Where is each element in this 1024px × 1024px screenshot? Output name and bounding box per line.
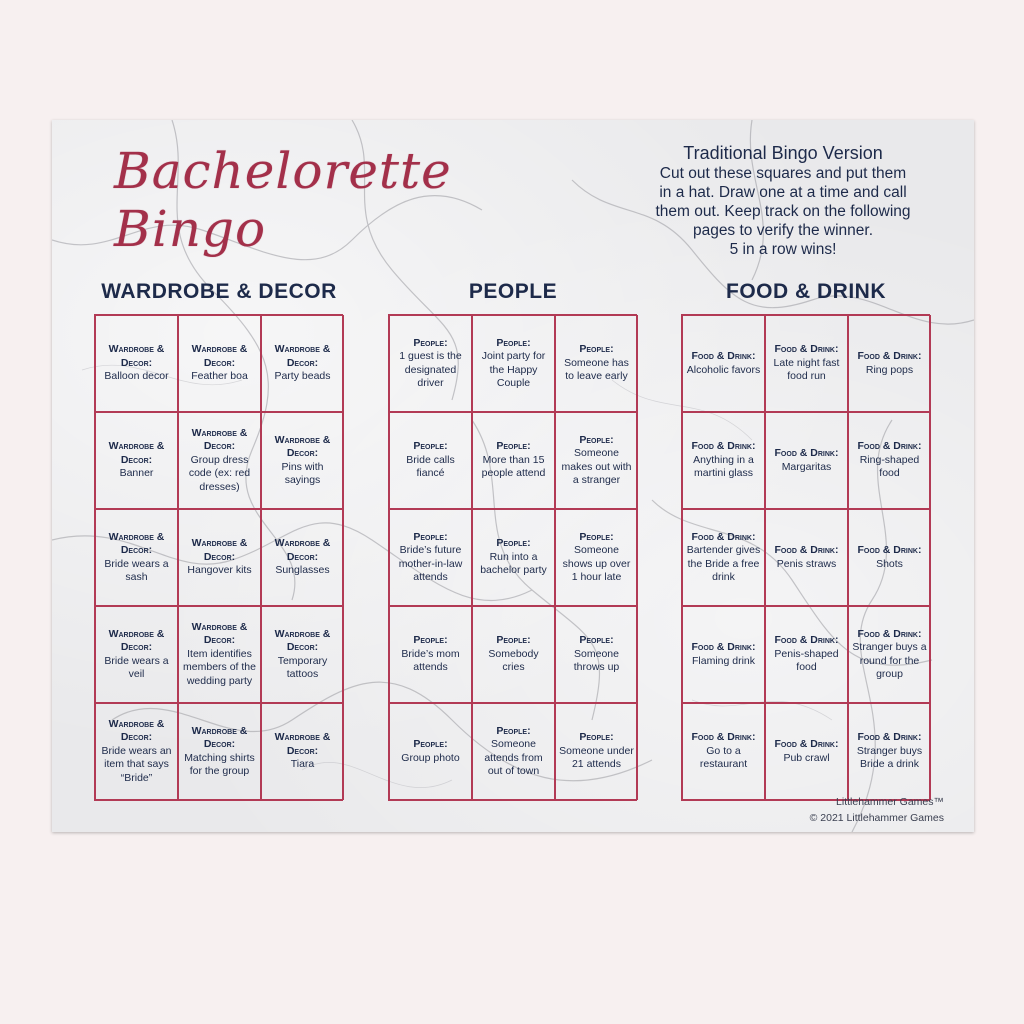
bingo-square-category: People: <box>579 634 614 647</box>
instructions-line: 5 in a row wins! <box>729 241 837 258</box>
bingo-square-text: Pins with sayings <box>281 460 324 486</box>
bingo-square-category: People: <box>579 530 614 543</box>
instructions-line: them out. Keep track on the following <box>655 203 911 220</box>
bingo-sheet <box>52 120 974 832</box>
bingo-square <box>555 703 638 800</box>
bingo-square-category: Food & Drink: <box>857 731 922 744</box>
bingo-square-text: Sunglasses <box>275 564 330 577</box>
bingo-square-category: Food & Drink: <box>857 350 922 362</box>
bingo-grid <box>94 314 343 801</box>
bingo-square-category: Wardrobe & Decor: <box>191 537 248 563</box>
bingo-square-text: Margaritas <box>781 460 832 473</box>
bingo-square-category: People: <box>496 336 531 349</box>
column-people <box>388 280 638 801</box>
bingo-square-text: Someone makes out with a stranger <box>561 447 632 486</box>
bingo-square-content <box>99 343 174 384</box>
bingo-square-content <box>686 440 761 481</box>
bingo-square-text: Someone has to leave early <box>564 356 629 383</box>
bingo-square-category: Wardrobe & Decor: <box>274 731 331 757</box>
bingo-square <box>261 412 344 509</box>
bingo-square <box>95 509 178 606</box>
bingo-square <box>472 315 555 412</box>
bingo-square <box>765 412 848 509</box>
bingo-square <box>472 509 555 606</box>
bingo-square-category: Food & Drink: <box>691 641 756 653</box>
bingo-square-category: Wardrobe & Decor: <box>108 530 165 556</box>
bingo-square-category: People: <box>496 537 531 550</box>
bingo-square-text: Anything in a martini glass <box>693 453 754 480</box>
bingo-square <box>178 606 261 703</box>
bingo-square-category: Food & Drink: <box>857 544 922 556</box>
bingo-square-category: Food & Drink: <box>691 530 756 543</box>
bingo-square-text: Stranger buys Bride a drink <box>856 744 923 771</box>
bingo-square-content <box>852 628 927 682</box>
bingo-square <box>765 703 848 800</box>
bingo-square-content <box>476 634 551 675</box>
bingo-square-text: Flaming drink <box>691 654 756 667</box>
bingo-square-content <box>858 350 922 377</box>
bingo-square-category: Wardrobe & Decor: <box>191 426 248 453</box>
bingo-square-content <box>393 634 468 675</box>
bingo-square-content <box>775 544 839 571</box>
bingo-square-text: Bride’s mom attends <box>401 647 460 674</box>
bingo-square <box>472 606 555 703</box>
bingo-square <box>682 412 765 509</box>
bingo-square-category: Wardrobe & Decor: <box>191 724 248 750</box>
bingo-square-content <box>852 731 927 772</box>
bingo-square-content <box>686 531 761 585</box>
bingo-square-text: Temporary tattoos <box>277 654 328 680</box>
bingo-square-content <box>476 440 551 481</box>
bingo-square-text: Hangover kits <box>187 564 252 577</box>
bingo-square-content <box>559 731 634 772</box>
bingo-square-text: Bride wears a veil <box>104 654 169 680</box>
footer-copyright: © 2021 Littlehammer Games <box>809 812 944 824</box>
bingo-square <box>472 703 555 800</box>
bingo-square-content <box>393 531 468 585</box>
bingo-square-text: Go to a restaurant <box>699 744 748 771</box>
bingo-square-category: People: <box>413 738 448 750</box>
bingo-square-content <box>775 738 839 765</box>
bingo-square-content <box>99 531 174 585</box>
bingo-square-category: Food & Drink: <box>774 738 839 750</box>
bingo-square-text: Pub crawl <box>783 751 830 764</box>
bingo-square-text: Alcoholic favors <box>686 363 761 376</box>
instructions <box>630 142 936 259</box>
bingo-square-content <box>265 343 340 384</box>
bingo-square-category: People: <box>579 343 614 356</box>
bingo-square-text: Item identifies members of the wedding party <box>183 647 256 687</box>
bingo-square-text: 1 guest is the designated driver <box>399 350 462 389</box>
bingo-square-category: Wardrobe & Decor: <box>108 627 165 653</box>
column-wardrobe-decor <box>94 280 344 801</box>
bingo-square-content <box>476 337 551 391</box>
column-heading: PEOPLE <box>468 280 558 303</box>
bingo-square-category: Food & Drink: <box>691 350 756 362</box>
bingo-square <box>682 509 765 606</box>
bingo-square-text: Late night fast food run <box>773 356 840 383</box>
bingo-square-text: Somebody cries <box>488 647 539 674</box>
bingo-square <box>95 412 178 509</box>
bingo-square-category: Wardrobe & Decor: <box>274 537 331 563</box>
bingo-square <box>389 509 472 606</box>
bingo-square-text: Ring pops <box>865 363 914 376</box>
bingo-square-category: Food & Drink: <box>691 731 756 744</box>
bingo-square <box>178 703 261 800</box>
bingo-square-text: Feather boa <box>191 370 248 383</box>
bingo-square-category: People: <box>413 336 448 349</box>
bingo-square <box>765 606 848 703</box>
bingo-square-category: Wardrobe & Decor: <box>191 343 248 369</box>
bingo-square <box>848 509 931 606</box>
bingo-square <box>261 509 344 606</box>
bingo-square-category: Food & Drink: <box>691 440 756 453</box>
bingo-square-category: People: <box>579 731 614 744</box>
bingo-square <box>682 315 765 412</box>
bingo-square <box>389 412 472 509</box>
instructions-text <box>630 164 936 259</box>
bingo-square-text: Someone shows up over 1 hour late <box>562 544 631 583</box>
bingo-square-category: People: <box>413 440 448 453</box>
bingo-square <box>848 606 931 703</box>
bingo-square-content <box>559 634 634 675</box>
bingo-square-content <box>852 440 927 481</box>
bingo-square-text: Tiara <box>290 758 315 771</box>
bingo-square-category: Wardrobe & Decor: <box>274 343 331 369</box>
bingo-square-category: People: <box>496 634 531 647</box>
bingo-square-category: Wardrobe & Decor: <box>274 433 331 459</box>
bingo-square <box>682 703 765 800</box>
bingo-square-text: Bride calls fiancé <box>406 453 455 480</box>
bingo-square-content <box>769 343 844 384</box>
bingo-square-category: Food & Drink: <box>774 343 839 356</box>
bingo-square-content <box>559 434 634 488</box>
bingo-grid <box>388 314 637 801</box>
bingo-square-category: Wardrobe & Decor: <box>108 343 165 369</box>
bingo-square <box>682 606 765 703</box>
bingo-square <box>95 606 178 703</box>
bingo-square-content <box>99 440 174 481</box>
bingo-square-text: Someone under 21 attends <box>559 744 634 771</box>
bingo-square <box>261 315 344 412</box>
bingo-square-content <box>559 531 634 585</box>
bingo-square-content <box>692 641 756 668</box>
bingo-square <box>555 315 638 412</box>
bingo-square-text: Group dress code (ex: red dresses) <box>188 453 251 493</box>
bingo-square-text: Group photo <box>401 751 460 764</box>
bingo-square-content <box>182 725 257 779</box>
bingo-square <box>472 412 555 509</box>
bingo-square <box>95 315 178 412</box>
bingo-square-category: People: <box>413 634 448 647</box>
bingo-square-content <box>858 544 922 571</box>
bingo-square <box>389 606 472 703</box>
bingo-square-text: Stranger buys a round for the group <box>852 641 927 680</box>
footer-brand: Littlehammer Games™ <box>836 796 944 808</box>
bingo-square-category: People: <box>496 440 531 453</box>
bingo-square-content <box>775 447 839 474</box>
bingo-square-category: Wardrobe & Decor: <box>274 627 331 653</box>
bingo-square-text: Bride wears a sash <box>104 557 169 583</box>
bingo-square <box>389 315 472 412</box>
bingo-square-text: Someone throws up <box>573 647 620 674</box>
instructions-line: pages to verify the winner. <box>692 222 874 239</box>
page-title: Bachelorette Bingo <box>114 142 452 258</box>
bingo-square-category: Wardrobe & Decor: <box>108 717 165 744</box>
bingo-square <box>765 509 848 606</box>
bingo-square-category: Food & Drink: <box>774 634 839 647</box>
bingo-square-content <box>476 725 551 779</box>
bingo-square-category: People: <box>496 724 531 737</box>
bingo-square-text: Penis-shaped food <box>774 647 839 674</box>
bingo-square <box>261 606 344 703</box>
bingo-square-text: Shots <box>876 557 903 570</box>
instructions-line: in a hat. Draw one at a time and call <box>659 184 907 201</box>
bingo-square <box>848 703 931 800</box>
bingo-square <box>95 703 178 800</box>
column-food-drink <box>681 280 931 801</box>
bingo-square-text: Bride wears an item that says “Bride” <box>101 744 172 784</box>
bingo-square-text: Run into a bachelor party <box>480 550 547 577</box>
bingo-square-text: Penis straws <box>776 557 837 570</box>
bingo-square <box>178 412 261 509</box>
bingo-square <box>555 412 638 509</box>
bingo-square-text: Bartender gives the Bride a free drink <box>686 544 761 583</box>
instructions-line: Cut out these squares and put them <box>659 165 907 182</box>
bingo-square-content <box>182 621 257 689</box>
bingo-square-text: Joint party for the Happy Couple <box>481 350 546 389</box>
bingo-square-content <box>182 537 257 578</box>
bingo-square-content <box>393 440 468 481</box>
bingo-square <box>178 315 261 412</box>
bingo-grid <box>681 314 930 801</box>
bingo-square-content <box>769 634 844 675</box>
bingo-square-content <box>686 731 761 772</box>
bingo-square-text: Party beads <box>274 370 331 383</box>
bingo-square-content <box>265 434 340 488</box>
column-heading: WARDROBE & DECOR <box>101 280 337 303</box>
column-heading: FOOD & DRINK <box>726 280 886 303</box>
bingo-square-category: Food & Drink: <box>857 627 922 640</box>
bingo-square-category: Wardrobe & Decor: <box>191 620 248 647</box>
bingo-square <box>848 412 931 509</box>
bingo-square-text: Ring-shaped food <box>859 453 920 480</box>
bingo-square-content <box>99 718 174 786</box>
bingo-square-text: Someone attends from out of town <box>484 738 543 777</box>
bingo-square-content <box>687 350 761 377</box>
bingo-square-text: Balloon decor <box>104 370 169 383</box>
bingo-square <box>555 509 638 606</box>
bingo-square-content <box>182 427 257 495</box>
bingo-square-category: Food & Drink: <box>857 440 922 453</box>
bingo-square <box>765 315 848 412</box>
bingo-square-text: Banner <box>119 467 154 480</box>
bingo-square-content <box>265 537 340 578</box>
bingo-square-content <box>265 628 340 682</box>
bingo-square-category: Wardrobe & Decor: <box>108 440 165 466</box>
bingo-square-content <box>265 731 340 772</box>
bingo-square-content <box>476 537 551 578</box>
bingo-square-content <box>99 628 174 682</box>
bingo-square <box>848 315 931 412</box>
footer <box>810 794 944 826</box>
bingo-square-text: Bride’s future mother-in-law attends <box>398 544 463 583</box>
bingo-square-category: People: <box>579 433 614 446</box>
bingo-square <box>555 606 638 703</box>
bingo-square-text: More than 15 people attend <box>481 453 546 480</box>
bingo-square-content <box>401 738 459 765</box>
bingo-square <box>389 703 472 800</box>
instructions-heading: Traditional Bingo Version <box>683 143 883 163</box>
bingo-square-content <box>182 343 257 384</box>
bingo-square <box>178 509 261 606</box>
bingo-square-content <box>559 343 634 384</box>
bingo-square-category: People: <box>413 530 448 543</box>
bingo-square-category: Food & Drink: <box>774 544 839 556</box>
bingo-square-content <box>393 337 468 391</box>
bingo-square <box>261 703 344 800</box>
bingo-square-category: Food & Drink: <box>774 447 839 459</box>
bingo-square-text: Matching shirts for the group <box>184 751 255 777</box>
